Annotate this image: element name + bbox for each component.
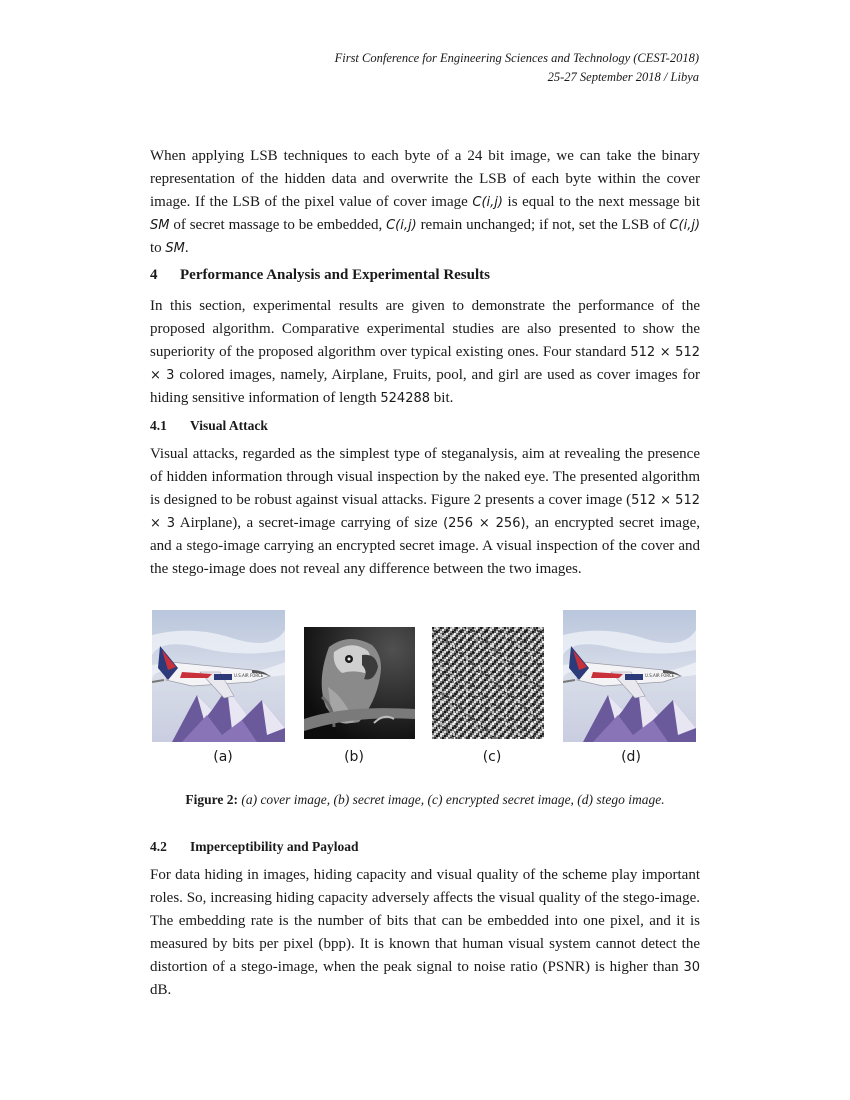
encrypted-secret-image xyxy=(432,627,544,739)
conference-header xyxy=(335,49,699,87)
subfigure-label-a: (a) xyxy=(213,749,233,765)
section-4-2-paragraph: For data hiding in images, hiding capacity and visual quality of the scheme play important roles. So, increasing hiding capacity adversely affects the visual quality of the stego-image. The embedding rate is the number of bits that can be embedded into one pixel, and it is measured by bits per pixel (bpp). It is known that human visual system cannot detect the distortion of a stego-image, when the peak signal to noise ratio (PSNR) is higher than 30 dB. xyxy=(150,867,700,998)
intro-paragraph: When applying LSB techniques to each byte of a 24 bit image, we can take the binary representation of the hidden data and overwrite the LSB of each byte within the cover image. If the LSB of the pixel value of cover image C(i,j) is equal to the next message bit SM of secret massage to be embedded, C(i,j) remain unchanged; if not, set the LSB of C(i,j) to SM. xyxy=(150,148,701,256)
cover-image-airplane xyxy=(152,610,285,742)
section-4-2-heading: 4.2 Imperceptibility and Payload xyxy=(150,839,359,854)
section-4-heading: 4 Performance Analysis and Experimental Results xyxy=(150,267,490,283)
section-4-1-heading: 4.1 Visual Attack xyxy=(150,418,268,433)
subfigure-label-d: (d) xyxy=(621,749,641,765)
stego-image-airplane xyxy=(563,610,696,742)
conference-date: 25-27 September 2018 / Libya xyxy=(547,70,699,84)
airplane-insignia-text: U.S.AIR FORCE xyxy=(645,673,675,678)
subfigure-label-b: (b) xyxy=(344,749,364,765)
airplane-insignia-text: U.S.AIR FORCE xyxy=(234,673,264,678)
conference-title: First Conference for Engineering Sciences and Technology (CEST-2018) xyxy=(334,51,699,65)
secret-image-parrot xyxy=(304,627,415,739)
figure-caption: Figure 2: (a) cover image, (b) secret image, (c) encrypted secret image, (d) stego image. xyxy=(185,792,665,807)
section-4-paragraph: In this section, experimental results are given to demonstrate the performance of the proposed algorithm. Comparative experimental studies are also presented to show the superiority of the proposed algorithm over typical existing ones. Four standard 512 × 512 × 3 colored images, namely, Airplane, Fruits, pool, and girl are used as cover images for hiding sensitive information of length 524288 bit. xyxy=(150,298,701,406)
section-4-1-paragraph: Visual attacks, regarded as the simplest type of steganalysis, aim at revealing the presence of hidden information through visual inspection by the naked eye. The presented algorithm is designed to be robust against visual attacks. Figure 2 presents a cover image (512 × 512 × 3 Airplane), a secret-image carrying of size (256 × 256), an encrypted secret image, and a stego-image carrying an encrypted secret image. A visual inspection of the cover and the stego-image does not reveal any difference between the two images. xyxy=(150,446,700,577)
subfigure-label-c: (c) xyxy=(482,749,502,765)
